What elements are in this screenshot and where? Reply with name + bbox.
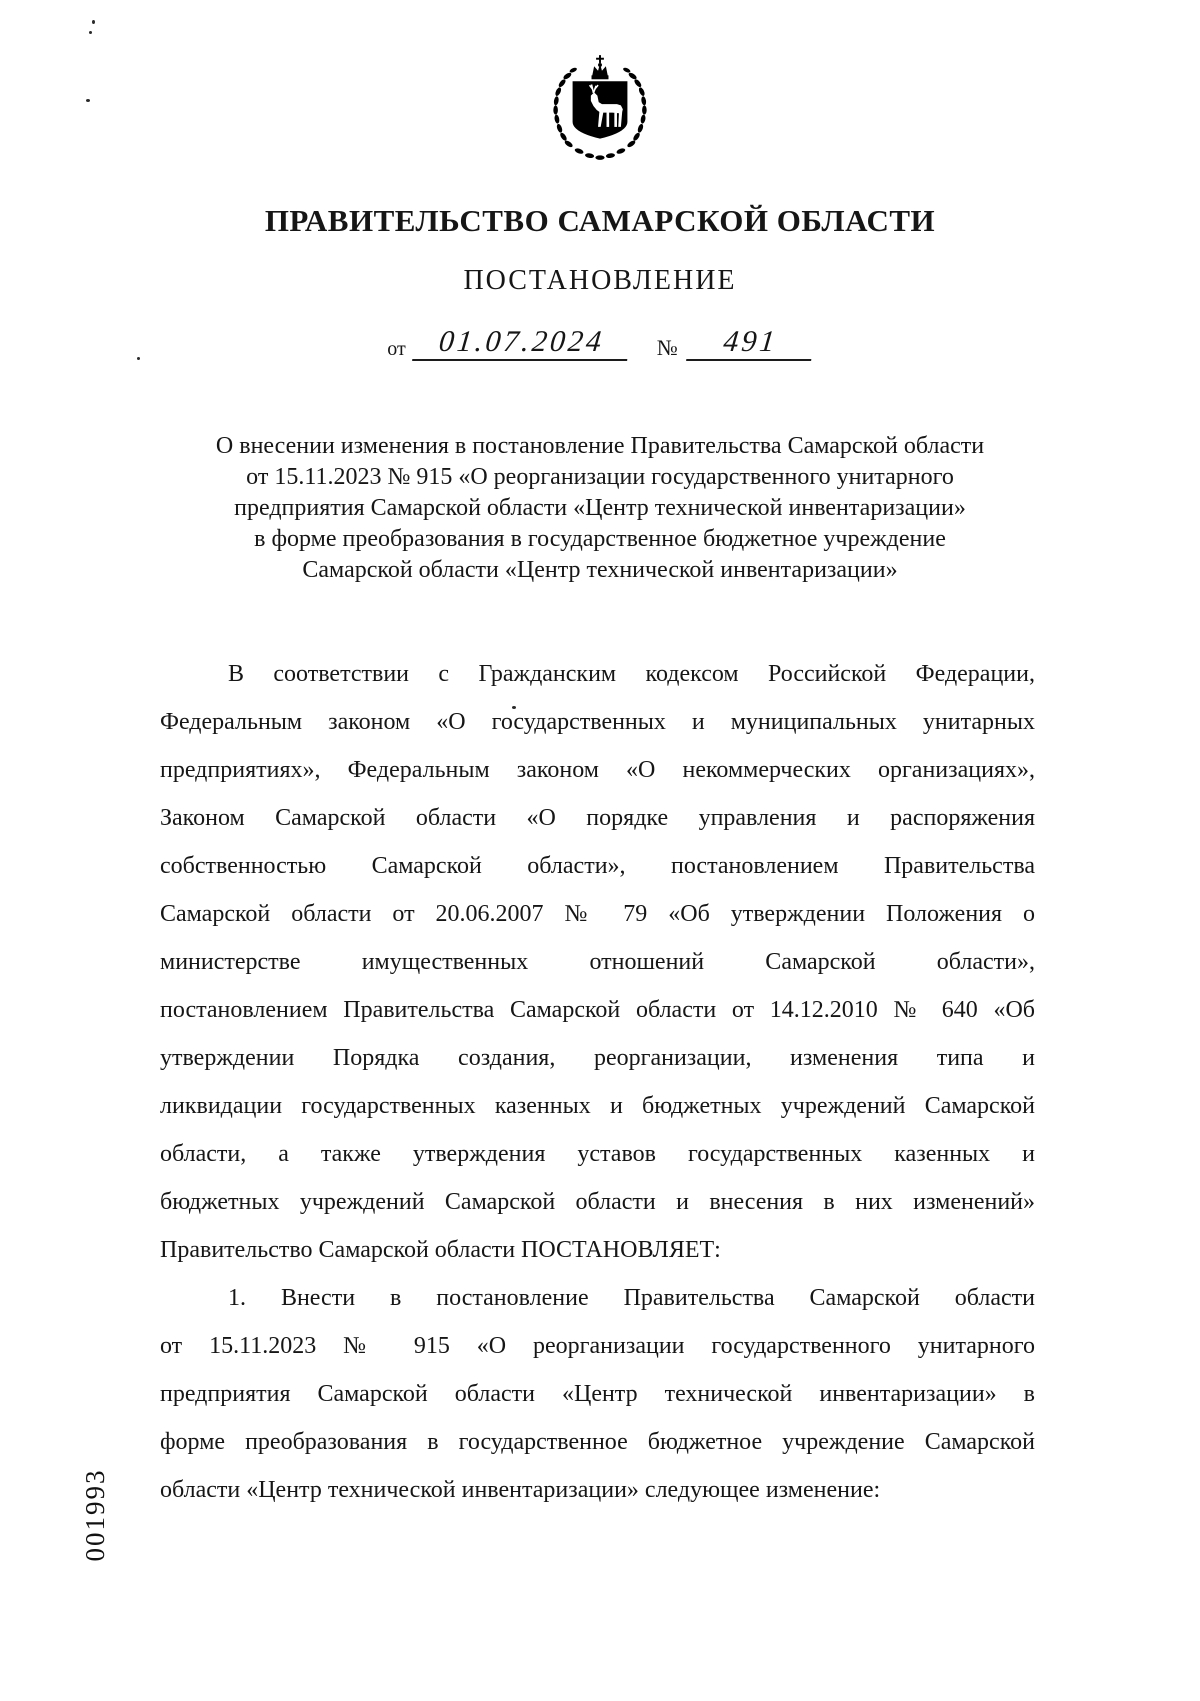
handwritten-date: 01.07.2024 (412, 325, 631, 361)
body-line: собственностью Самарской области», постановлением Правительства (160, 853, 1035, 879)
handwritten-number: 491 (686, 325, 815, 361)
scan-speck (92, 20, 95, 24)
date-number-row (0, 315, 1200, 361)
subject-line: Самарской области «Центр технической инвентаризации» (302, 557, 898, 583)
samara-oblast-coat-of-arms-icon (534, 46, 666, 170)
body-line: предприятиях», Федеральным законом «О некоммерческих организациях», (160, 757, 1035, 783)
subject-line: в форме преобразования в государственное бюджетное учреждение (254, 526, 946, 552)
body-line: ликвидации государственных казенных и бюджетных учреждений Самарской (160, 1093, 1035, 1119)
subject-line: предприятия Самарской области «Центр технической инвентаризации» (234, 495, 966, 521)
body-line: Правительство Самарской области ПОСТАНОВЛЯЕТ: (160, 1237, 721, 1263)
scan-speck (512, 706, 516, 709)
registration-stamp: 001993 (80, 1468, 110, 1562)
body-line: Самарской области от 20.06.2007 № 79 «Об утверждении Положения о (160, 901, 1035, 927)
date-prefix-label: от (387, 338, 406, 360)
subject-block (0, 431, 1200, 586)
body-line: области, а также утверждения уставов государственных казенных и (160, 1141, 1035, 1167)
body-line: предприятия Самарской области «Центр технической инвентаризации» в (160, 1381, 1035, 1407)
body-line: форме преобразования в государственное бюджетное учреждение Самарской (160, 1429, 1035, 1455)
body-line: В соответствии с Гражданским кодексом Российской Федерации, (228, 661, 1035, 687)
body-text (160, 650, 1035, 1514)
number-sign: № (656, 335, 678, 360)
subject-line: от 15.11.2023 № 915 «О реорганизации государственного унитарного (246, 464, 954, 490)
body-line: постановлением Правительства Самарской области от 14.12.2010 № 640 «Об (160, 997, 1035, 1023)
scan-speck (137, 357, 140, 360)
scan-speck (89, 31, 92, 34)
body-line: от 15.11.2023 № 915 «О реорганизации государственного унитарного (160, 1333, 1035, 1359)
org-title: ПРАВИТЕЛЬСТВО САМАРСКОЙ ОБЛАСТИ (264, 203, 936, 238)
scan-speck (86, 99, 90, 102)
emblem-container (0, 0, 1200, 175)
body-line: Законом Самарской области «О порядке управления и распоряжения (160, 805, 1035, 831)
body-line: области «Центр технической инвентаризации» следующее изменение: (160, 1477, 881, 1503)
subject-line: О внесении изменения в постановление Правительства Самарской области (215, 433, 985, 459)
body-line: бюджетных учреждений Самарской области и внесения в них изменений» (160, 1189, 1035, 1215)
doc-type-title: ПОСТАНОВЛЕНИЕ (463, 265, 737, 296)
body-line: Федеральным законом «О государственных и муниципальных унитарных (160, 709, 1035, 735)
body-line: 1. Внести в постановление Правительства Самарской области (228, 1285, 1035, 1311)
body-line: утверждении Порядка создания, реорганизации, изменения типа и (160, 1045, 1035, 1071)
body-line: министерстве имущественных отношений Самарской области», (160, 949, 1035, 975)
